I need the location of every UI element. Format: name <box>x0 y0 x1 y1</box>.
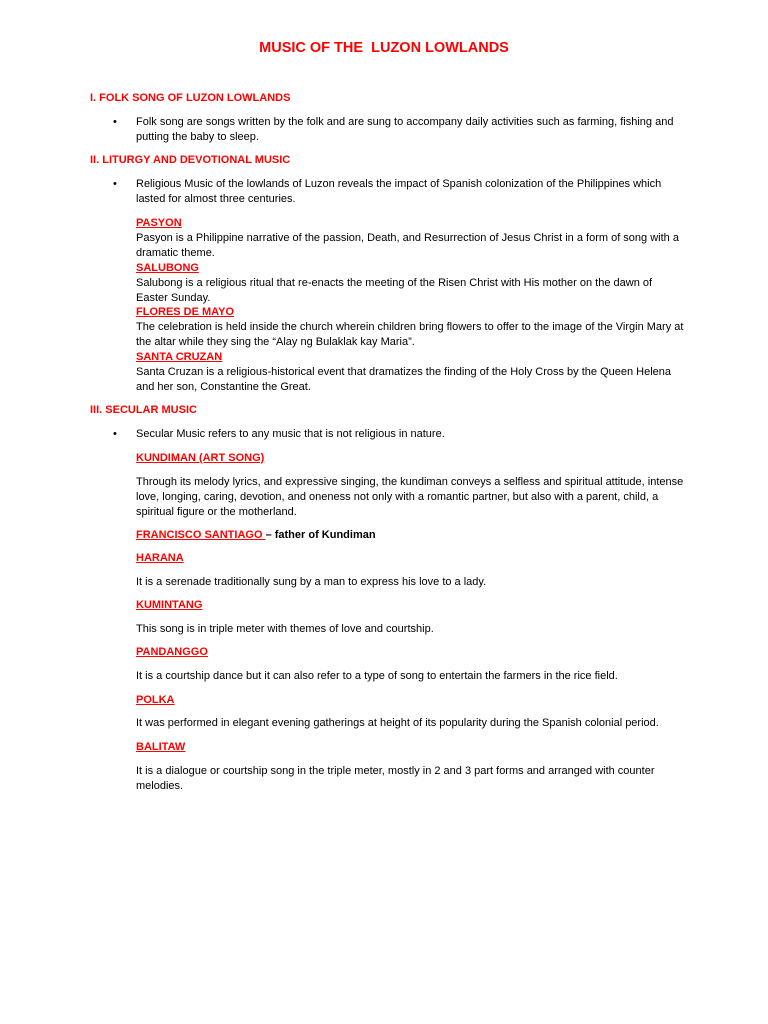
section-heading-folk-song: I. FOLK SONG OF LUZON LOWLANDS <box>90 92 291 104</box>
item-pasyon <box>136 216 684 261</box>
item-salubong <box>136 261 684 306</box>
item-harana-text: It is a serenade traditionally sung by a man to express his love to a lady. <box>136 576 487 588</box>
item-balitaw-text: It is a dialogue or courtship song in the triple meter, mostly in 2 and 3 part forms and arranged with counter melodies. <box>136 765 655 792</box>
item-text: Santa Cruzan is a religious-historical event that dramatizes the finding of the Holy Cross by the Queen Helena and her son, Constantine the Great. <box>136 366 672 393</box>
item-polka-title <box>136 693 684 708</box>
section-heading-secular: III. SECULAR MUSIC <box>90 404 197 416</box>
item-kundiman-title <box>136 451 684 466</box>
item-kumintang-title <box>136 598 684 613</box>
folk-song-description: Folk song are songs written by the folk and are sung to accompany daily activities such as farming, fishing and putting the baby to sleep. <box>136 116 674 143</box>
item-title: KUNDIMAN (ART SONG) <box>136 452 265 464</box>
item-suffix: – father of Kundiman <box>265 529 376 541</box>
item-title: FRANCISCO SANTIAGO <box>136 529 266 541</box>
page-title: MUSIC OF THE LUZON LOWLANDS <box>259 40 509 56</box>
item-flores-de-mayo <box>136 305 684 350</box>
item-title: SANTA CRUZAN <box>136 351 223 363</box>
item-text: The celebration is held inside the church wherein children bring flowers to offer to the image of the Virgin Mary at the altar while they sing the “Alay ng Bulaklak kay Maria”. <box>136 321 684 348</box>
item-title: POLKA <box>136 694 175 706</box>
item-text: Pasyon is a Philippine narrative of the passion, Death, and Resurrection of Jesus Christ in a form of song with a dramatic theme. <box>136 232 679 259</box>
item-text: Salubong is a religious ritual that re-enacts the meeting of the Risen Christ with His mother on the dawn of Easter Sunday. <box>136 277 653 304</box>
item-pandanggo-text: It is a courtship dance but it can also refer to a type of song to entertain the farmers in the rice field. <box>136 670 618 682</box>
item-kumintang-text: This song is in triple meter with themes of love and courtship. <box>136 623 434 635</box>
section-heading-liturgy: II. LITURGY AND DEVOTIONAL MUSIC <box>90 154 291 166</box>
bullet-icon: • <box>113 116 117 128</box>
item-francisco-santiago <box>136 528 684 543</box>
item-title: FLORES DE MAYO <box>136 306 234 318</box>
item-title: SALUBONG <box>136 262 199 274</box>
item-harana-title <box>136 551 684 566</box>
liturgy-description: Religious Music of the lowlands of Luzon reveals the impact of Spanish colonization of the Philippines which lasted for almost three centuries. <box>136 178 662 205</box>
item-polka-text: It was performed in elegant evening gatherings at height of its popularity during the Spanish colonial period. <box>136 717 659 729</box>
item-title: PASYON <box>136 217 182 229</box>
item-title: KUMINTANG <box>136 599 203 611</box>
item-balitaw-title <box>136 740 684 755</box>
item-santa-cruzan <box>136 350 684 395</box>
secular-description: Secular Music refers to any music that is not religious in nature. <box>136 428 445 440</box>
item-title: BALITAW <box>136 741 186 753</box>
item-title: HARANA <box>136 552 184 564</box>
bullet-icon: • <box>113 178 117 190</box>
item-pandanggo-title <box>136 645 684 660</box>
item-title: PANDANGGO <box>136 646 208 658</box>
bullet-icon: • <box>113 428 117 440</box>
item-kundiman-text: Through its melody lyrics, and expressive singing, the kundiman conveys a selfless and spiritual attitude, intense love, longing, caring, devotion, and oneness not only with a romantic partner, but also with a parent, child, a spiritual figure or the motherland. <box>136 476 684 518</box>
